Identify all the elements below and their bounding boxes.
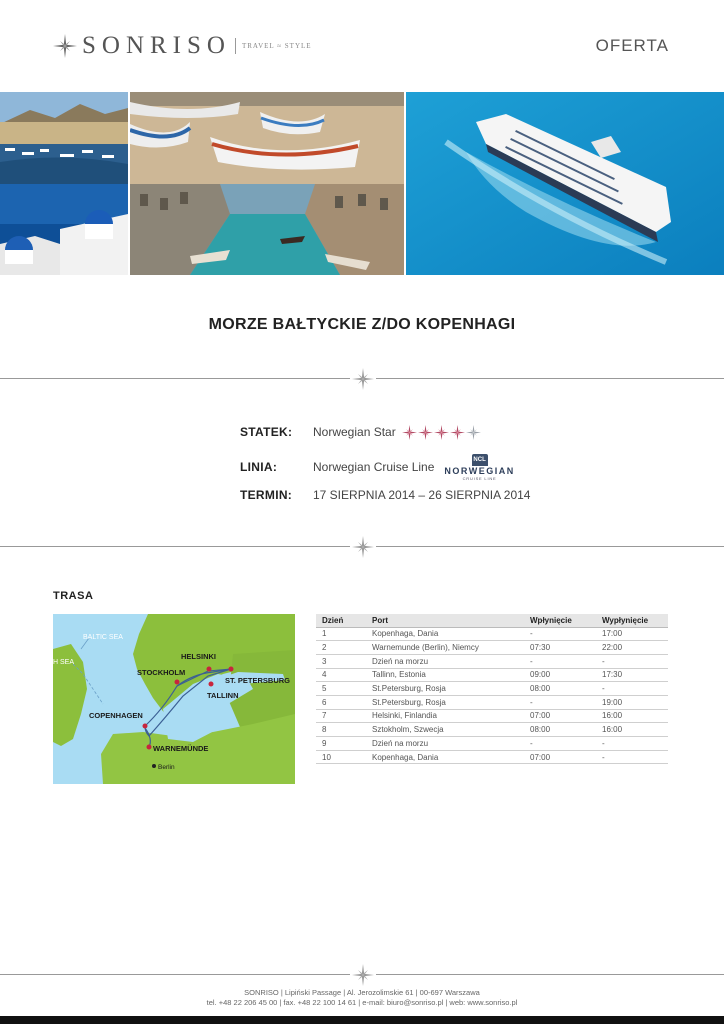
page-header [0,0,724,92]
cell-arrival: 08:00 [524,682,596,696]
rating-star-icon [402,425,417,440]
cell-arrival: 07:30 [524,641,596,655]
compass-star-icon [351,963,375,987]
logo-separator [235,38,236,54]
table-row [316,750,668,764]
rating-star-icon [418,425,433,440]
cell-day: 7 [316,709,366,723]
cell-arrival: 09:00 [524,668,596,682]
cell-departure: 16:00 [596,723,668,737]
cell-day: 4 [316,668,366,682]
cell-departure: 22:00 [596,641,668,655]
ship-rating [402,425,482,440]
cell-port: Dzień na morzu [366,737,524,751]
cell-port: Tallinn, Estonia [366,668,524,682]
cell-day: 1 [316,627,366,641]
route-map [53,614,295,784]
ncl-subtitle: CRUISE LINE [462,475,497,481]
table-row [316,695,668,709]
cell-day: 9 [316,737,366,751]
harbor-photo [0,92,128,184]
boats-beach-photo [130,92,404,184]
cell-departure: 17:00 [596,627,668,641]
table-row [316,627,668,641]
ncl-logo [444,454,514,481]
cell-departure: 19:00 [596,695,668,709]
cell-day: 3 [316,654,366,668]
term-value: 17 SIERPNIA 2014 – 26 SIERPNIA 2014 [313,488,531,502]
compass-star-icon [351,367,375,391]
cell-arrival: 07:00 [524,709,596,723]
table-row [316,654,668,668]
line-label: LINIA: [240,460,278,474]
cell-port: Helsinki, Finlandia [366,709,524,723]
compass-star-icon [52,33,78,59]
table-header-row [316,614,668,627]
table-row [316,682,668,696]
ncl-badge: NCL [472,454,488,466]
divider-footer [0,963,724,987]
divider-middle [0,535,724,559]
cell-arrival: - [524,654,596,668]
map-label-copenhagen: COPENHAGEN [89,711,143,720]
rating-star-icon [466,425,481,440]
cell-departure: 16:00 [596,709,668,723]
cell-day: 2 [316,641,366,655]
table-row [316,709,668,723]
cell-arrival: - [524,695,596,709]
cell-port: Dzień na morzu [366,654,524,668]
cell-departure: - [596,654,668,668]
compass-star-icon [351,535,375,559]
map-label-berlin: Berlin [158,764,175,771]
santorini-photo [0,184,128,275]
cruise-ship-photo [406,92,724,275]
cell-arrival: - [524,627,596,641]
divider-top [0,367,724,391]
cell-arrival: 07:00 [524,750,596,764]
cell-port: Warnemunde (Berlin), Niemcy [366,641,524,655]
line-value: Norwegian Cruise Line [313,460,435,474]
ship-row [240,421,600,443]
map-label-stockholm: STOCKHOLM [137,668,186,677]
cell-day: 8 [316,723,366,737]
sonriso-logo [52,30,312,62]
cell-departure: - [596,737,668,751]
cell-port: Kopenhaga, Dania [366,627,524,641]
cell-port: Sztokholm, Szwecja [366,723,524,737]
map-label-north-sea: H SEA [53,659,75,666]
cell-day: 5 [316,682,366,696]
column-header-departure: Wypłynięcie [596,614,668,627]
rating-star-icon [450,425,465,440]
cell-day: 6 [316,695,366,709]
table-row [316,641,668,655]
map-label-warnemunde: WARNEMÜNDE [153,744,209,753]
photo-strip [0,92,724,275]
table-row [316,668,668,682]
line-row [240,452,600,482]
column-header-day: Dzień [316,614,366,627]
cell-port: St.Petersburg, Rosja [366,682,524,696]
brand-tagline: TRAVEL ≈ STYLE [241,42,312,50]
term-label: TERMIN: [240,488,293,502]
cell-port: Kopenhaga, Dania [366,750,524,764]
cruise-title: MORZE BAŁTYCKIE Z/DO KOPENHAGI [208,316,516,333]
column-header-port: Port [366,614,524,627]
footer-contact [0,988,724,1008]
map-label-baltic-sea: BALTIC SEA [83,634,123,641]
column-header-arrival: Wpłynięcie [524,614,596,627]
cell-departure: - [596,750,668,764]
table-row [316,723,668,737]
cell-day: 10 [316,750,366,764]
brand-name: SONRISO [82,32,231,59]
footer-phone-email: tel. +48 22 206 45 00 | fax. +48 22 100 14 61 | e-mail: biuro@sonriso.pl | web: www.sonriso.pl [206,998,518,1007]
footer-bar [0,1016,724,1024]
ship-label: STATEK: [240,425,293,439]
footer-address: SONRISO | Lipiński Passage | Al. Jerozolimskie 61 | 00-697 Warszawa [244,988,480,997]
venice-canal-photo [130,184,404,275]
map-label-st-petersburg: ST. PETERSBURG [225,676,291,685]
offer-label: OFERTA [595,36,669,55]
map-label-helsinki: HELSINKI [181,652,217,661]
cell-arrival: - [524,737,596,751]
term-row [240,484,600,506]
ncl-name: NORWEGIAN [444,465,515,476]
route-heading: TRASA [53,590,94,602]
map-label-tallinn: TALLINN [207,691,239,700]
cell-departure: - [596,682,668,696]
cell-departure: 17:30 [596,668,668,682]
table-row [316,737,668,751]
cell-port: St.Petersburg, Rosja [366,695,524,709]
rating-star-icon [434,425,449,440]
ship-value: Norwegian Star [313,425,396,439]
cell-arrival: 08:00 [524,723,596,737]
route-table [316,614,668,764]
